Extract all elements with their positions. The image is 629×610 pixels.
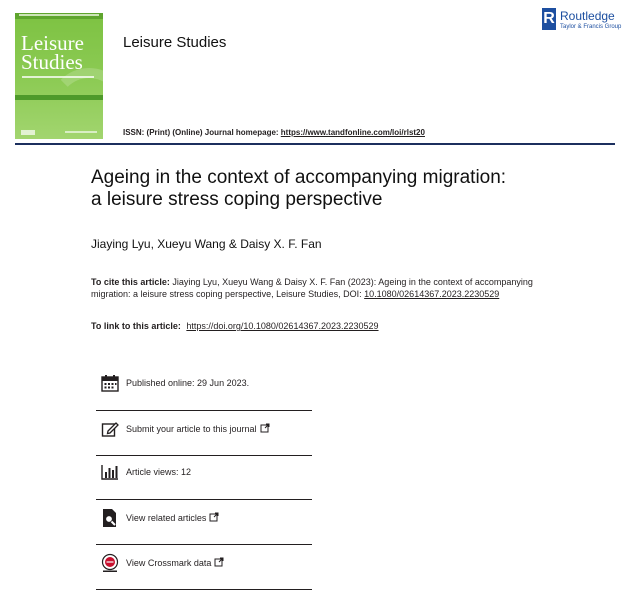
doi-link[interactable]: 10.1080/02614367.2023.2230529 xyxy=(364,289,500,299)
citation-block xyxy=(91,276,541,300)
external-link-icon xyxy=(209,512,219,524)
submit-article-link[interactable]: Submit your article to this journal xyxy=(126,424,257,434)
panel-divider xyxy=(96,499,312,500)
panel-divider xyxy=(96,544,312,545)
external-link-icon xyxy=(214,557,224,569)
cover-band xyxy=(15,95,103,100)
calendar-icon xyxy=(100,373,120,393)
panel-divider xyxy=(96,589,312,590)
article-title-line2: a leisure stress coping perspective xyxy=(91,189,383,210)
bar-chart-icon xyxy=(100,462,120,482)
related-articles-link[interactable]: View related articles xyxy=(126,513,207,523)
cite-text: Jiaying Lyu, Xueyu Wang & Daisy X. F. Fan (2023): Ageing in the context of accompanying migration: a leisure stress coping perspective, Leisure Studies, DOI: xyxy=(91,277,533,299)
crossmark-link[interactable]: View Crossmark data xyxy=(126,558,212,568)
journal-cover xyxy=(15,13,103,139)
article-views-row xyxy=(96,457,312,487)
journal-title: Leisure Studies xyxy=(123,34,227,51)
article-link-line xyxy=(91,321,379,331)
article-views-text: Article views: 12 xyxy=(126,467,192,477)
cover-title-line1: Leisure xyxy=(21,31,84,55)
published-online-text: Published online: 29 Jun 2023. xyxy=(126,378,250,388)
article-doi-url-link[interactable]: https://doi.org/10.1080/02614367.2023.2230529 xyxy=(186,321,379,331)
journal-homepage-link[interactable]: https://www.tandfonline.com/loi/rlst20 xyxy=(280,128,425,137)
issn-label: ISSN: (Print) (Online) Journal homepage: xyxy=(123,128,279,137)
related-articles-row[interactable] xyxy=(96,503,312,533)
cover-publisher-mark xyxy=(21,130,35,135)
panel-divider xyxy=(96,410,312,411)
article-authors: Jiaying Lyu, Xueyu Wang & Daisy X. F. Fan xyxy=(91,237,322,251)
external-link-icon xyxy=(260,423,270,435)
publisher-subname: Taylor & Francis Group xyxy=(560,24,622,30)
crossmark-icon xyxy=(100,553,120,573)
cover-footer-line xyxy=(65,131,97,133)
header-divider xyxy=(15,143,615,145)
submit-article-row[interactable] xyxy=(96,414,312,444)
article-title xyxy=(91,167,571,211)
pencil-icon xyxy=(100,419,120,439)
crossmark-row[interactable] xyxy=(96,548,312,578)
cover-swoosh xyxy=(49,68,103,139)
document-search-icon xyxy=(100,508,120,528)
link-label: To link to this article: xyxy=(91,321,181,331)
panel-divider xyxy=(96,455,312,456)
cover-subtitle-line xyxy=(22,76,94,78)
cover-title xyxy=(21,31,103,74)
issn-line xyxy=(123,128,425,137)
published-online-row xyxy=(96,368,312,398)
cover-title-line2: Studies xyxy=(21,50,83,74)
article-title-line1: Ageing in the context of accompanying migration: xyxy=(91,167,507,188)
cover-top-line xyxy=(19,14,99,16)
publisher-name: Routledge xyxy=(560,9,615,23)
routledge-logo-icon: R xyxy=(542,8,556,30)
publisher-logo[interactable] xyxy=(542,8,620,34)
cite-label: To cite this article: xyxy=(91,277,170,287)
